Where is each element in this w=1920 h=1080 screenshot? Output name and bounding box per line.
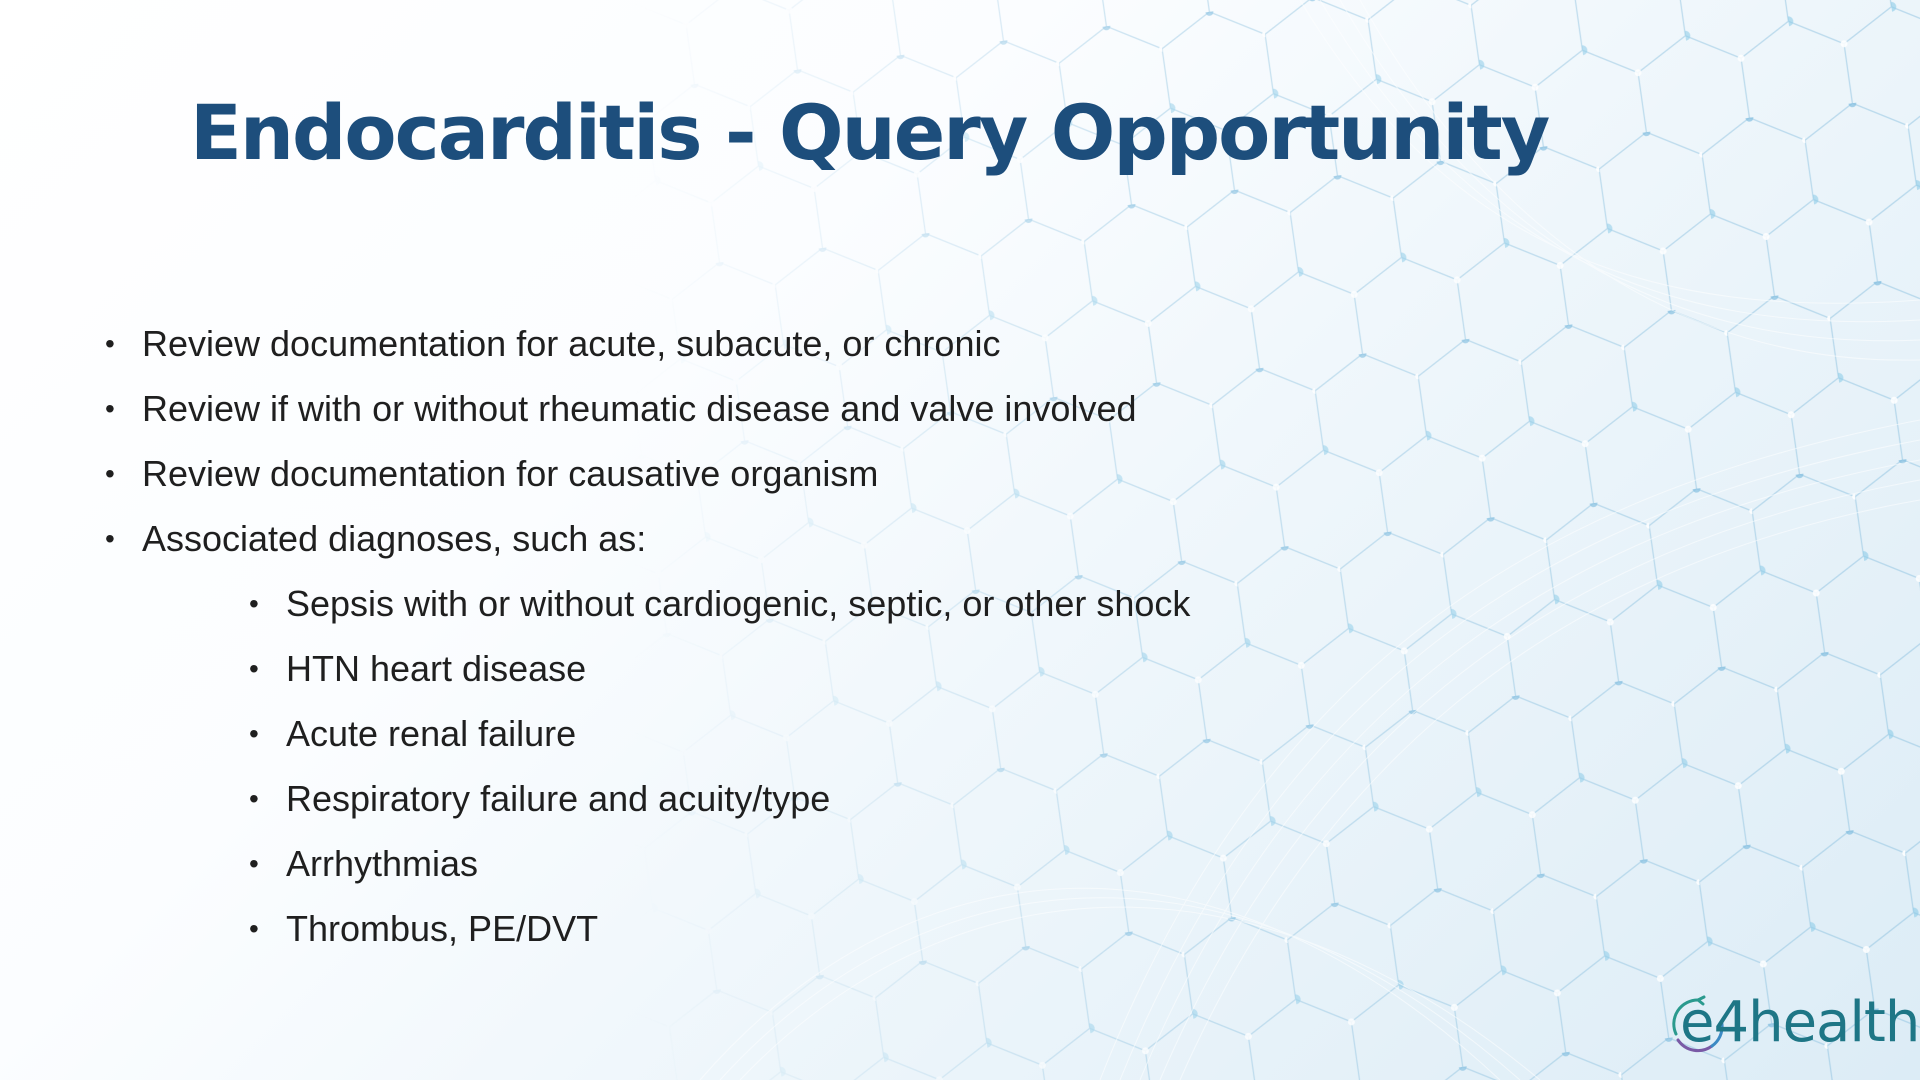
bullet-dot: • <box>105 458 115 489</box>
bullet-dot: • <box>249 718 259 749</box>
bullet-dot: • <box>105 523 115 554</box>
bullet-dot: • <box>105 328 115 359</box>
slide-title: Endocarditis - Query Opportunity <box>190 88 1549 177</box>
bullet-dot: • <box>249 653 259 684</box>
bullet-dot: • <box>105 393 115 424</box>
sub-bullet-text: HTN heart disease <box>286 648 587 689</box>
sub-bullet-text: Respiratory failure and acuity/type <box>286 778 831 819</box>
sub-bullet-text: Arrhythmias <box>286 843 479 884</box>
logo-text: e4health <box>1680 990 1920 1055</box>
sub-bullet-text: Sepsis with or without cardiogenic, septic, or other shock <box>286 583 1191 624</box>
bullet-dot: • <box>249 913 259 944</box>
bullet-dot: • <box>249 588 259 619</box>
bullet-dot: • <box>249 848 259 879</box>
bullet-text: Associated diagnoses, such as: <box>142 518 647 559</box>
e4health-logo <box>1668 990 1920 1060</box>
bullet-text: Review documentation for acute, subacute, or chronic <box>142 323 1001 364</box>
sub-bullet-text: Thrombus, PE/DVT <box>286 908 599 949</box>
bullet-text: Review documentation for causative organism <box>142 453 879 494</box>
sub-bullet-text: Acute renal failure <box>286 713 577 754</box>
bullet-text: Review if with or without rheumatic disease and valve involved <box>142 388 1137 429</box>
bullet-dot: • <box>249 783 259 814</box>
